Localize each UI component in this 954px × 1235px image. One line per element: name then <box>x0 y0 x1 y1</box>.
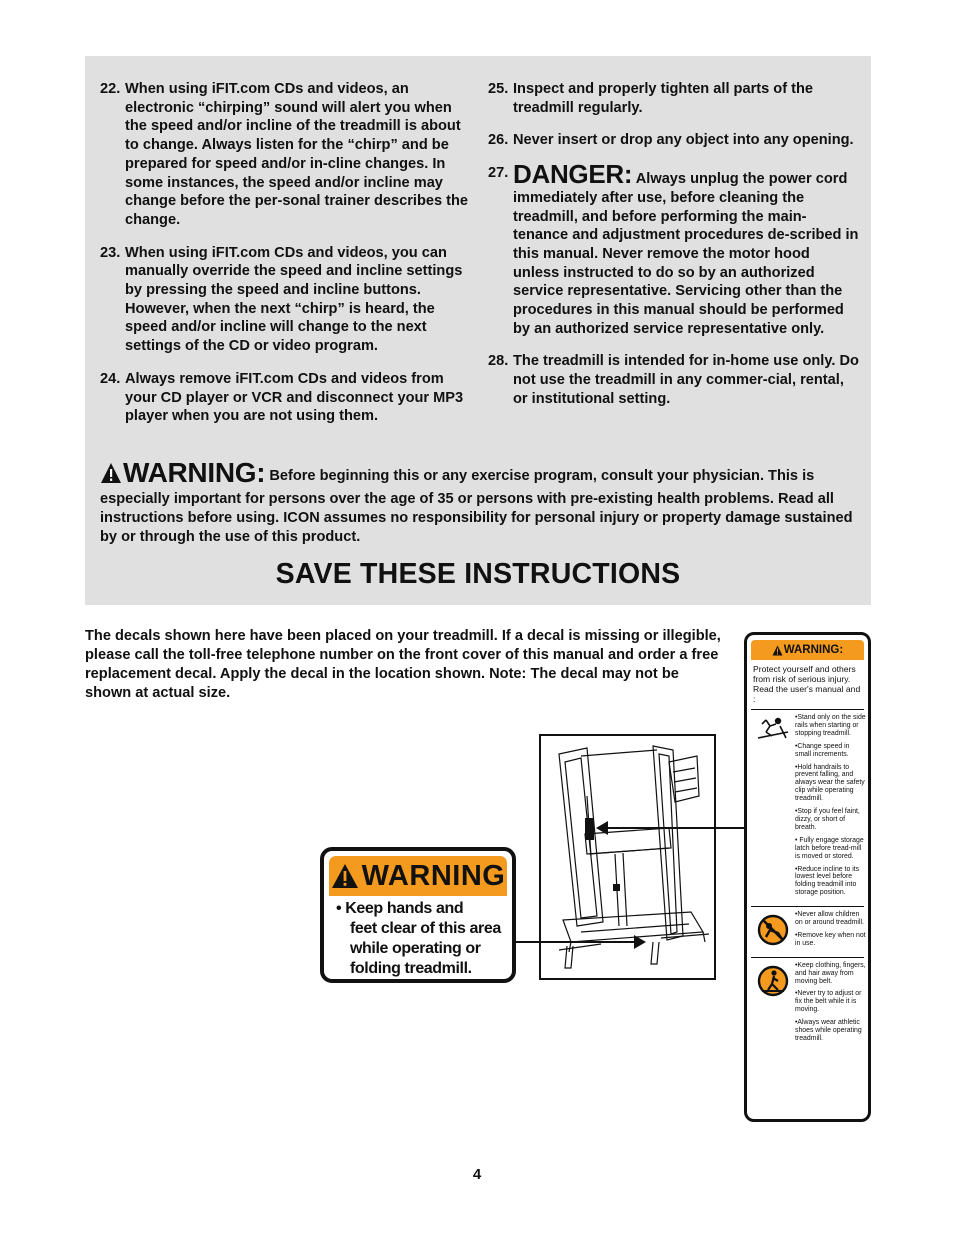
save-instructions-title: SAVE THESE INSTRUCTIONS <box>275 558 681 590</box>
decal-header <box>329 856 507 896</box>
stand-on-rails-icon <box>751 714 795 902</box>
item-number: 23. <box>100 244 121 261</box>
decal-title: WARNING <box>361 859 506 892</box>
arrow-head-lower <box>634 935 646 949</box>
keep-hands-clear-decal <box>320 847 516 983</box>
decal-bullet: • Fully engage storage latch before tread-mill is moved or stored. <box>795 836 864 860</box>
decal-bullet: •Always wear athletic shoes while operating treadmill. <box>795 1019 862 1042</box>
arrow-head-upper <box>596 821 608 835</box>
list-item <box>100 370 472 426</box>
item-text: Always remove iFIT.com CDs and videos from your CD player or VCR and disconnect your MP3 player when you are not using them. <box>125 370 464 425</box>
pointer-line-upper <box>604 827 745 829</box>
decal-bullet: •Remove key when not in use. <box>795 931 866 947</box>
item-text: When using iFIT.com CDs and videos, an electronic “chirping” sound will alert you when the speed and/or incline of the treadmill is about to change. Always listen for the “chirp” and be prepared for speed and/or in-cline changes. In some instances, the speed and/or incline may change before the per-sonal trainer describes the change. <box>125 81 469 228</box>
decal-bullet: •Change speed in small increments. <box>795 742 850 758</box>
warning-label: WARNING: <box>123 457 266 488</box>
item-number: 28. <box>488 353 509 370</box>
decal-title: WARNING: <box>783 644 844 656</box>
decal-bullet: •Reduce incline to its lowest level before folding treadmill into storage position. <box>795 865 860 897</box>
decal-intro: Protect yourself and others from risk of serious injury. Read the user's manual and : <box>753 664 861 704</box>
decal-bullet: •Hold handrails to prevent falling, and always wear the safety clip while operating treadmill. <box>795 763 865 803</box>
decal-line: feet clear of this area <box>350 920 501 937</box>
decal-line: folding treadmill. <box>350 960 472 977</box>
decal-line: while operating or <box>350 940 481 957</box>
list-item <box>488 80 860 117</box>
decal-group <box>747 958 868 1052</box>
decal-bullets <box>795 714 868 902</box>
item-text: When using iFIT.com CDs and videos, you can manually override the speed and incline settings by pressing the speed and incline buttons. However, when the next “chirp” is heard, the speed and/or incline will change to the next settings of the CD or video program. <box>125 244 463 355</box>
list-item <box>488 352 860 408</box>
left-column <box>100 80 472 440</box>
warning-paragraph <box>100 457 860 547</box>
item-number: 26. <box>488 132 509 149</box>
decal-group <box>747 710 868 906</box>
treadmill-illustration <box>539 734 716 980</box>
decal-bullet: •Stop if you feel faint, dizzy, or short of breath. <box>795 808 860 831</box>
decal-bullet: •Never try to adjust or fix the belt while it is moving. <box>795 990 862 1014</box>
item-number: 27. <box>488 165 509 182</box>
decal-bullet: •Keep clothing, fingers, and hair away from moving belt. <box>795 961 866 985</box>
decal-bullets <box>795 962 868 1048</box>
warning-text: Before beginning this or any exercise program, consult your physician. This is especially important for persons over the age of 35 or persons with pre-existing health problems. Read all instructions before using. ICON assumes no responsibility for personal injury or property damage sustained by or through the use of this product. <box>100 468 853 545</box>
decal-bullets <box>795 911 868 953</box>
warning-triangle-icon <box>331 862 359 890</box>
decal-bullet: •Stand only on the side rails when starting or stopping treadmill. <box>795 714 866 737</box>
danger-item <box>488 159 860 338</box>
warning-triangle-icon <box>100 462 122 490</box>
page-number: 4 <box>472 1166 482 1183</box>
decal-line: • Keep hands and <box>336 900 464 917</box>
safety-warning-decal <box>744 632 871 1122</box>
moving-belt-hazard-icon <box>751 962 795 1048</box>
item-number: 25. <box>488 81 509 97</box>
item-text: Never insert or drop any object into any opening. <box>513 132 854 149</box>
decal-intro-text: The decals shown here have been placed on your treadmill. If a decal is missing or illegible, please call the toll-free telephone number on the front cover of this manual and order a free replacement decal. Apply the decal in the location shown. Note: The decal may not be shown at actual size. <box>85 628 721 701</box>
list-item <box>488 131 860 150</box>
right-column <box>488 80 860 423</box>
danger-text: Always unplug the power cord immediately after use, before cleaning the treadmill, and before performing the main-tenance and adjustment procedures de-scribed in this manual. Never remove the motor hood unless instructed to do so by an authorized service representative. Servicing other than the procedures in this manual should be performed by an authorized service representative only. <box>513 171 859 337</box>
list-item <box>100 80 472 230</box>
decal-body <box>324 896 512 979</box>
pointer-line-lower <box>508 941 638 943</box>
decal-group <box>747 907 868 957</box>
danger-label: DANGER: <box>513 159 633 190</box>
item-number: 22. <box>100 81 121 97</box>
decal-bullet: •Never allow children on or around treadmill. <box>795 911 864 927</box>
list-item <box>100 244 472 356</box>
warning-triangle-icon <box>772 645 783 656</box>
decal-header <box>751 640 864 660</box>
no-children-icon <box>751 911 795 953</box>
item-number: 24. <box>100 370 121 387</box>
item-text: The treadmill is intended for in-home use only. Do not use the treadmill in any commer-cial, rental, or institutional setting. <box>513 353 859 407</box>
item-text: Inspect and properly tighten all parts of the treadmill regularly. <box>513 81 814 116</box>
item-text <box>513 159 860 338</box>
